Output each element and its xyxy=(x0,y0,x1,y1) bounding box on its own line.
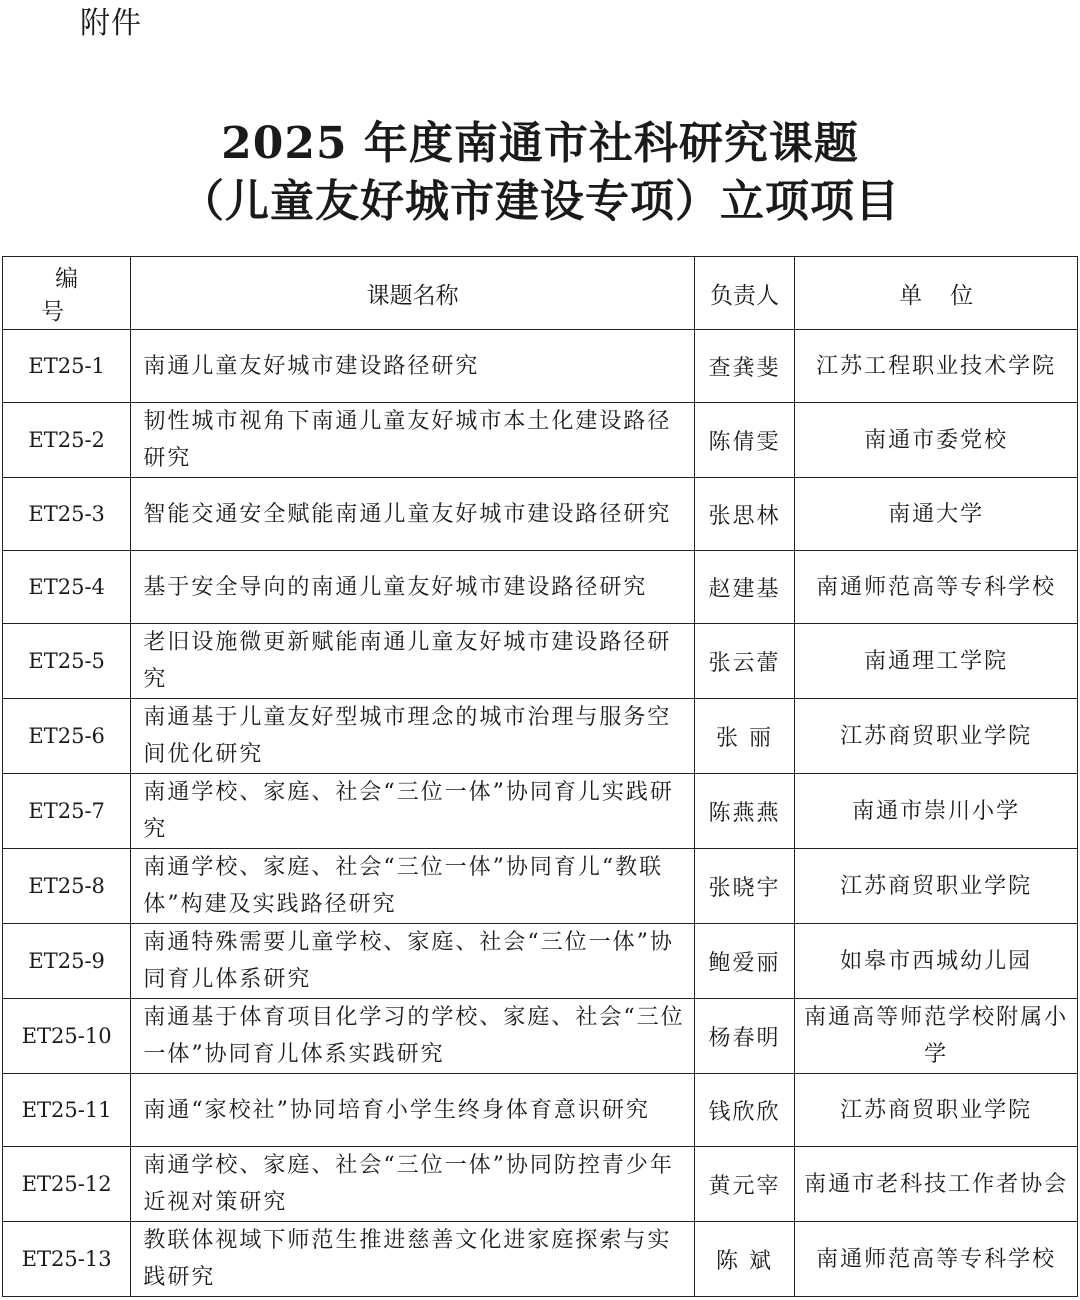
cell-leader: 查龚斐 xyxy=(694,330,794,403)
cell-id: ET25-6 xyxy=(3,699,131,774)
cell-id: ET25-11 xyxy=(3,1074,131,1147)
attachment-label: 附件 xyxy=(80,6,142,41)
cell-topic: 南通儿童友好城市建设路径研究 xyxy=(131,330,695,403)
table-row xyxy=(3,774,1078,849)
cell-topic: 老旧设施微更新赋能南通儿童友好城市建设路径研究 xyxy=(131,624,695,699)
cell-unit: 南通高等师范学校附属小学 xyxy=(795,999,1078,1074)
cell-leader: 陈倩雯 xyxy=(694,403,794,478)
cell-unit: 江苏商贸职业学院 xyxy=(795,1074,1078,1147)
table-row xyxy=(3,1222,1078,1297)
cell-topic: 智能交通安全赋能南通儿童友好城市建设路径研究 xyxy=(131,478,695,551)
cell-id: ET25-10 xyxy=(3,999,131,1074)
cell-topic: 教联体视域下师范生推进慈善文化进家庭探索与实践研究 xyxy=(131,1222,695,1297)
table-row xyxy=(3,403,1078,478)
table-header-row xyxy=(3,257,1078,330)
cell-topic: 南通基于儿童友好型城市理念的城市治理与服务空间优化研究 xyxy=(131,699,695,774)
cell-unit: 江苏商贸职业学院 xyxy=(795,849,1078,924)
cell-topic: 基于安全导向的南通儿童友好城市建设路径研究 xyxy=(131,551,695,624)
table-row xyxy=(3,999,1078,1074)
header-topic: 课题名称 xyxy=(131,257,695,330)
cell-id: ET25-4 xyxy=(3,551,131,624)
cell-id: ET25-13 xyxy=(3,1222,131,1297)
cell-id: ET25-5 xyxy=(3,624,131,699)
cell-id: ET25-2 xyxy=(3,403,131,478)
table-row xyxy=(3,849,1078,924)
cell-topic: 南通学校、家庭、社会“三位一体”协同育儿实践研究 xyxy=(131,774,695,849)
document-title-line-2: （儿童友好城市建设专项）立项项目 xyxy=(180,176,900,227)
cell-leader: 张晓宇 xyxy=(694,849,794,924)
cell-id: ET25-9 xyxy=(3,924,131,999)
cell-id: ET25-8 xyxy=(3,849,131,924)
cell-topic: 南通基于体育项目化学习的学校、家庭、社会“三位一体”协同育儿体系实践研究 xyxy=(131,999,695,1074)
cell-unit: 南通市老科技工作者协会 xyxy=(795,1147,1078,1222)
cell-leader: 陈 斌 xyxy=(694,1222,794,1297)
cell-topic: 韧性城市视角下南通儿童友好城市本土化建设路径研究 xyxy=(131,403,695,478)
cell-leader: 赵建基 xyxy=(694,551,794,624)
cell-id: ET25-3 xyxy=(3,478,131,551)
cell-topic: 南通学校、家庭、社会“三位一体”协同育儿“教联体”构建及实践路径研究 xyxy=(131,849,695,924)
table-row xyxy=(3,624,1078,699)
cell-leader: 钱欣欣 xyxy=(694,1074,794,1147)
header-unit: 单位 xyxy=(795,257,1078,330)
table-row xyxy=(3,478,1078,551)
table-row xyxy=(3,330,1078,403)
cell-unit: 南通大学 xyxy=(795,478,1078,551)
cell-unit: 南通师范高等专科学校 xyxy=(795,1222,1078,1297)
cell-topic: 南通“家校社”协同培育小学生终身体育意识研究 xyxy=(131,1074,695,1147)
cell-unit: 如皋市西城幼儿园 xyxy=(795,924,1078,999)
table-row xyxy=(3,699,1078,774)
table-row xyxy=(3,551,1078,624)
cell-leader: 陈燕燕 xyxy=(694,774,794,849)
cell-leader: 张云蕾 xyxy=(694,624,794,699)
cell-leader: 鲍爱丽 xyxy=(694,924,794,999)
cell-leader: 张 丽 xyxy=(694,699,794,774)
cell-id: ET25-1 xyxy=(3,330,131,403)
cell-leader: 黄元宰 xyxy=(694,1147,794,1222)
cell-topic: 南通学校、家庭、社会“三位一体”协同防控青少年近视对策研究 xyxy=(131,1147,695,1222)
cell-id: ET25-7 xyxy=(3,774,131,849)
cell-unit: 南通市崇川小学 xyxy=(795,774,1078,849)
table-row xyxy=(3,1147,1078,1222)
header-leader: 负责人 xyxy=(694,257,794,330)
header-id: 编号 xyxy=(3,257,131,330)
document-title-line-1: 2025 年度南通市社科研究课题 xyxy=(221,118,859,169)
table-row xyxy=(3,1074,1078,1147)
cell-unit: 江苏工程职业技术学院 xyxy=(795,330,1078,403)
table-row xyxy=(3,924,1078,999)
cell-unit: 南通市委党校 xyxy=(795,403,1078,478)
cell-id: ET25-12 xyxy=(3,1147,131,1222)
project-table xyxy=(2,256,1078,1297)
cell-unit: 南通理工学院 xyxy=(795,624,1078,699)
cell-unit: 江苏商贸职业学院 xyxy=(795,699,1078,774)
cell-leader: 张思林 xyxy=(694,478,794,551)
cell-leader: 杨春明 xyxy=(694,999,794,1074)
cell-topic: 南通特殊需要儿童学校、家庭、社会“三位一体”协同育儿体系研究 xyxy=(131,924,695,999)
cell-unit: 南通师范高等专科学校 xyxy=(795,551,1078,624)
